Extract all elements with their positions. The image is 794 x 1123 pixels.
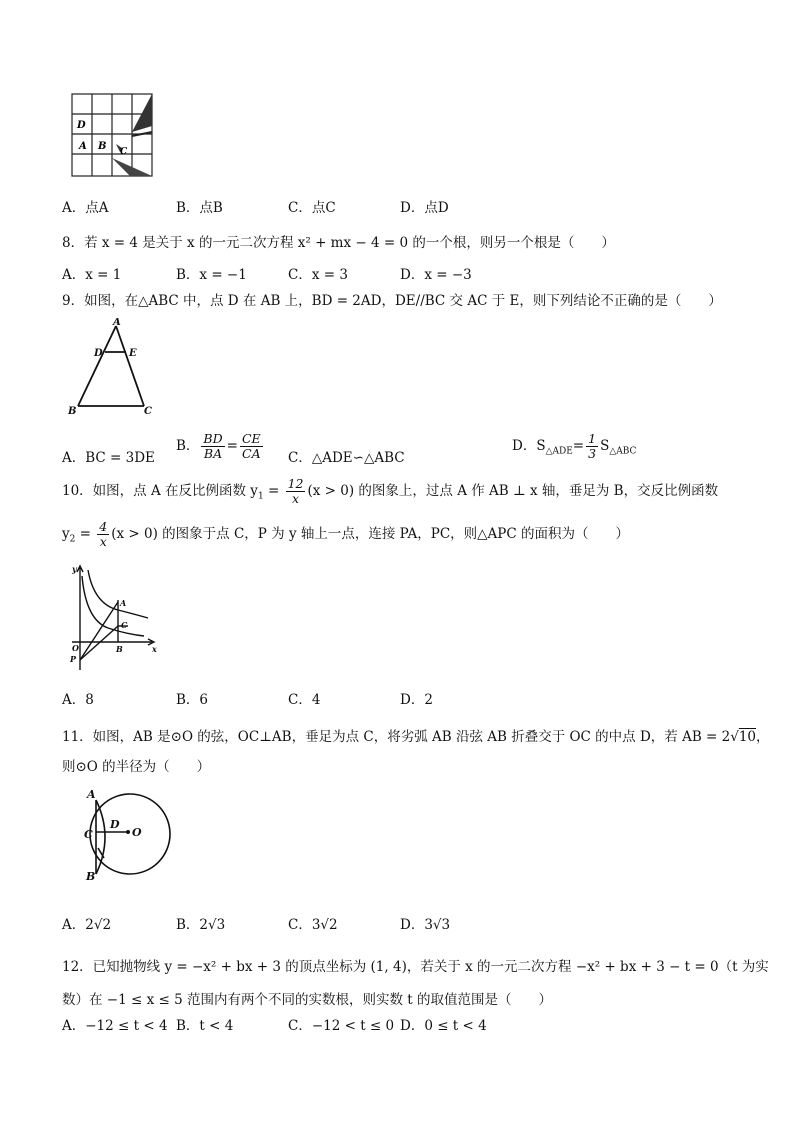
q8-option-a[interactable]: A．x = 1 [62,267,122,283]
q12-option-d[interactable]: D．0 ≤ t < 4 [400,1018,487,1034]
q11-label-a: A [87,788,96,801]
q10-line1-a: 10．如图，点 A 在反比例函数 y [62,483,258,499]
q10-label-o: O [72,643,79,653]
q11-line1-radicand: 10 [738,729,757,745]
q9-option-b[interactable] [176,432,265,461]
q10-line2-b: (x > 0) 的图象于点 C，P 为 y 轴上一点，连接 PA，PC，则△APC 的面积为（ ） [111,526,629,542]
q10-option-c[interactable]: C．4 [288,692,321,708]
q10-line2-sub: 2 [69,534,76,545]
q9-option-b-den2: CA [242,446,261,461]
q12-line1: 12．已知抛物线 y = −x² + bx + 3 的顶点坐标为 (1, 4)，若关于 x 的一元二次方程 −x² + bx + 3 − t = 0（t 为实 [62,959,769,975]
q10-label-x: x [152,644,157,654]
q9-option-d-eq: = [572,438,585,454]
q10-line1 [62,477,718,506]
q7-label-b: B [98,141,107,152]
q8-stem: 8．若 x = 4 是关于 x 的一元二次方程 x² + mx − 4 = 0 的一个根，则另一个根是（ ） [62,235,615,251]
q10-line2-frac [97,520,109,549]
q11-option-c[interactable]: C．3√2 [288,917,338,933]
q9-option-b-eq: = [226,438,238,454]
q9-option-d-den: 3 [588,446,597,461]
q10-label-y: y [72,564,77,574]
q10-line2 [62,520,629,549]
q8-option-c[interactable]: C．x = 3 [288,267,348,283]
q9-option-d-frac [586,432,598,461]
q9-option-d-sub2: △ABC [609,446,637,457]
q12-option-c[interactable]: C．−12 < t ≤ 0 [288,1018,395,1034]
q11-line1-b: ， [756,729,770,745]
q9-label-b: B [68,406,77,417]
q9-option-b-num2: CE [241,431,261,446]
q9-option-c[interactable]: C．△ADE∽△ABC [288,450,405,466]
q9-option-d[interactable] [512,432,636,461]
q10-label-b: B [116,644,123,654]
q9-label-e: E [129,348,137,359]
q10-label-p: P [70,654,77,664]
q10-line2-den: x [99,534,107,549]
q11-line1 [62,725,770,745]
q11-label-d: D [110,818,120,831]
q10-line1-sub: 1 [257,491,264,502]
q10-line1-den: x [292,491,300,506]
q10-line1-b: (x > 0) 的图象上，过点 A 作 AB ⊥ x 轴，垂足为 B，交反比例函数 [307,483,719,499]
q10-graph-figure [68,562,160,674]
q9-option-b-den1: BA [203,446,223,461]
q9-option-b-frac1 [201,432,224,461]
q10-line2-a: y [62,526,70,542]
q11-option-d[interactable]: D．3√3 [400,917,451,933]
q10-label-c: C [121,620,128,630]
q10-line2-num: 4 [99,519,108,534]
q11-label-o: O [132,826,142,839]
q7-option-b[interactable]: B．点B [176,200,223,216]
q12-option-a[interactable]: A．−12 ≤ t < 4 [62,1018,168,1034]
q11-label-c: C [84,828,93,841]
q9-stem: 9．如图，在△ABC 中，点 D 在 AB 上，BD = 2AD，DE//BC 交 AC 于 E，则下列结论不正确的是（ ） [62,293,722,309]
q12-line2: 数）在 −1 ≤ x ≤ 5 范围内有两个不同的实数根，则实数 t 的取值范围是（ ） [62,992,552,1008]
q9-option-b-prefix: B． [176,438,200,454]
q10-option-d[interactable]: D．2 [400,692,433,708]
q9-option-d-s: S [600,438,610,454]
q9-triangle-figure [66,318,166,418]
q9-label-a: A [113,318,121,328]
q7-option-a[interactable]: A．点A [62,200,109,216]
q11-label-b: B [86,870,96,883]
q10-line1-num: 12 [287,476,304,491]
q9-option-b-frac2 [240,432,263,461]
q7-grid-figure [70,92,156,180]
q7-option-d[interactable]: D．点D [400,200,449,216]
q10-line1-eq: = [263,483,284,499]
q7-label-a: A [79,141,87,152]
q9-option-a[interactable]: A．BC = 3DE [62,450,155,466]
q11-line2: 则⊙O 的半径为（ ） [62,759,211,775]
q10-label-a: A [120,598,127,608]
q11-option-a[interactable]: A．2√2 [62,917,112,933]
q12-option-b[interactable]: B．t < 4 [176,1018,234,1034]
q7-label-c: C [120,147,128,157]
q8-option-d[interactable]: D．x = −3 [400,267,472,283]
q9-option-d-prefix: D．S [512,438,546,454]
q7-option-c[interactable]: C．点C [288,200,336,216]
q10-option-b[interactable]: B．6 [176,692,209,708]
q9-option-d-sub1: △ADE [545,446,573,457]
q8-option-b[interactable]: B．x = −1 [176,267,247,283]
q11-line1-a: 11．如图，AB 是⊙O 的弦，OC⊥AB，垂足为点 C，将劣弧 AB 沿弦 AB 折叠交于 OC 的中点 D，若 AB = 2√ [62,729,739,745]
q10-option-a[interactable]: A．8 [62,692,94,708]
q9-option-b-num1: BD [203,431,223,446]
q7-label-d: D [77,120,86,131]
q10-line2-eq: = [75,526,96,542]
q10-line1-frac [286,477,306,506]
q11-option-b[interactable]: B．2√3 [176,917,226,933]
q11-circle-figure [78,782,174,886]
q9-option-d-num: 1 [588,431,597,446]
q9-label-d: D [94,348,103,359]
q9-label-c: C [144,406,152,417]
